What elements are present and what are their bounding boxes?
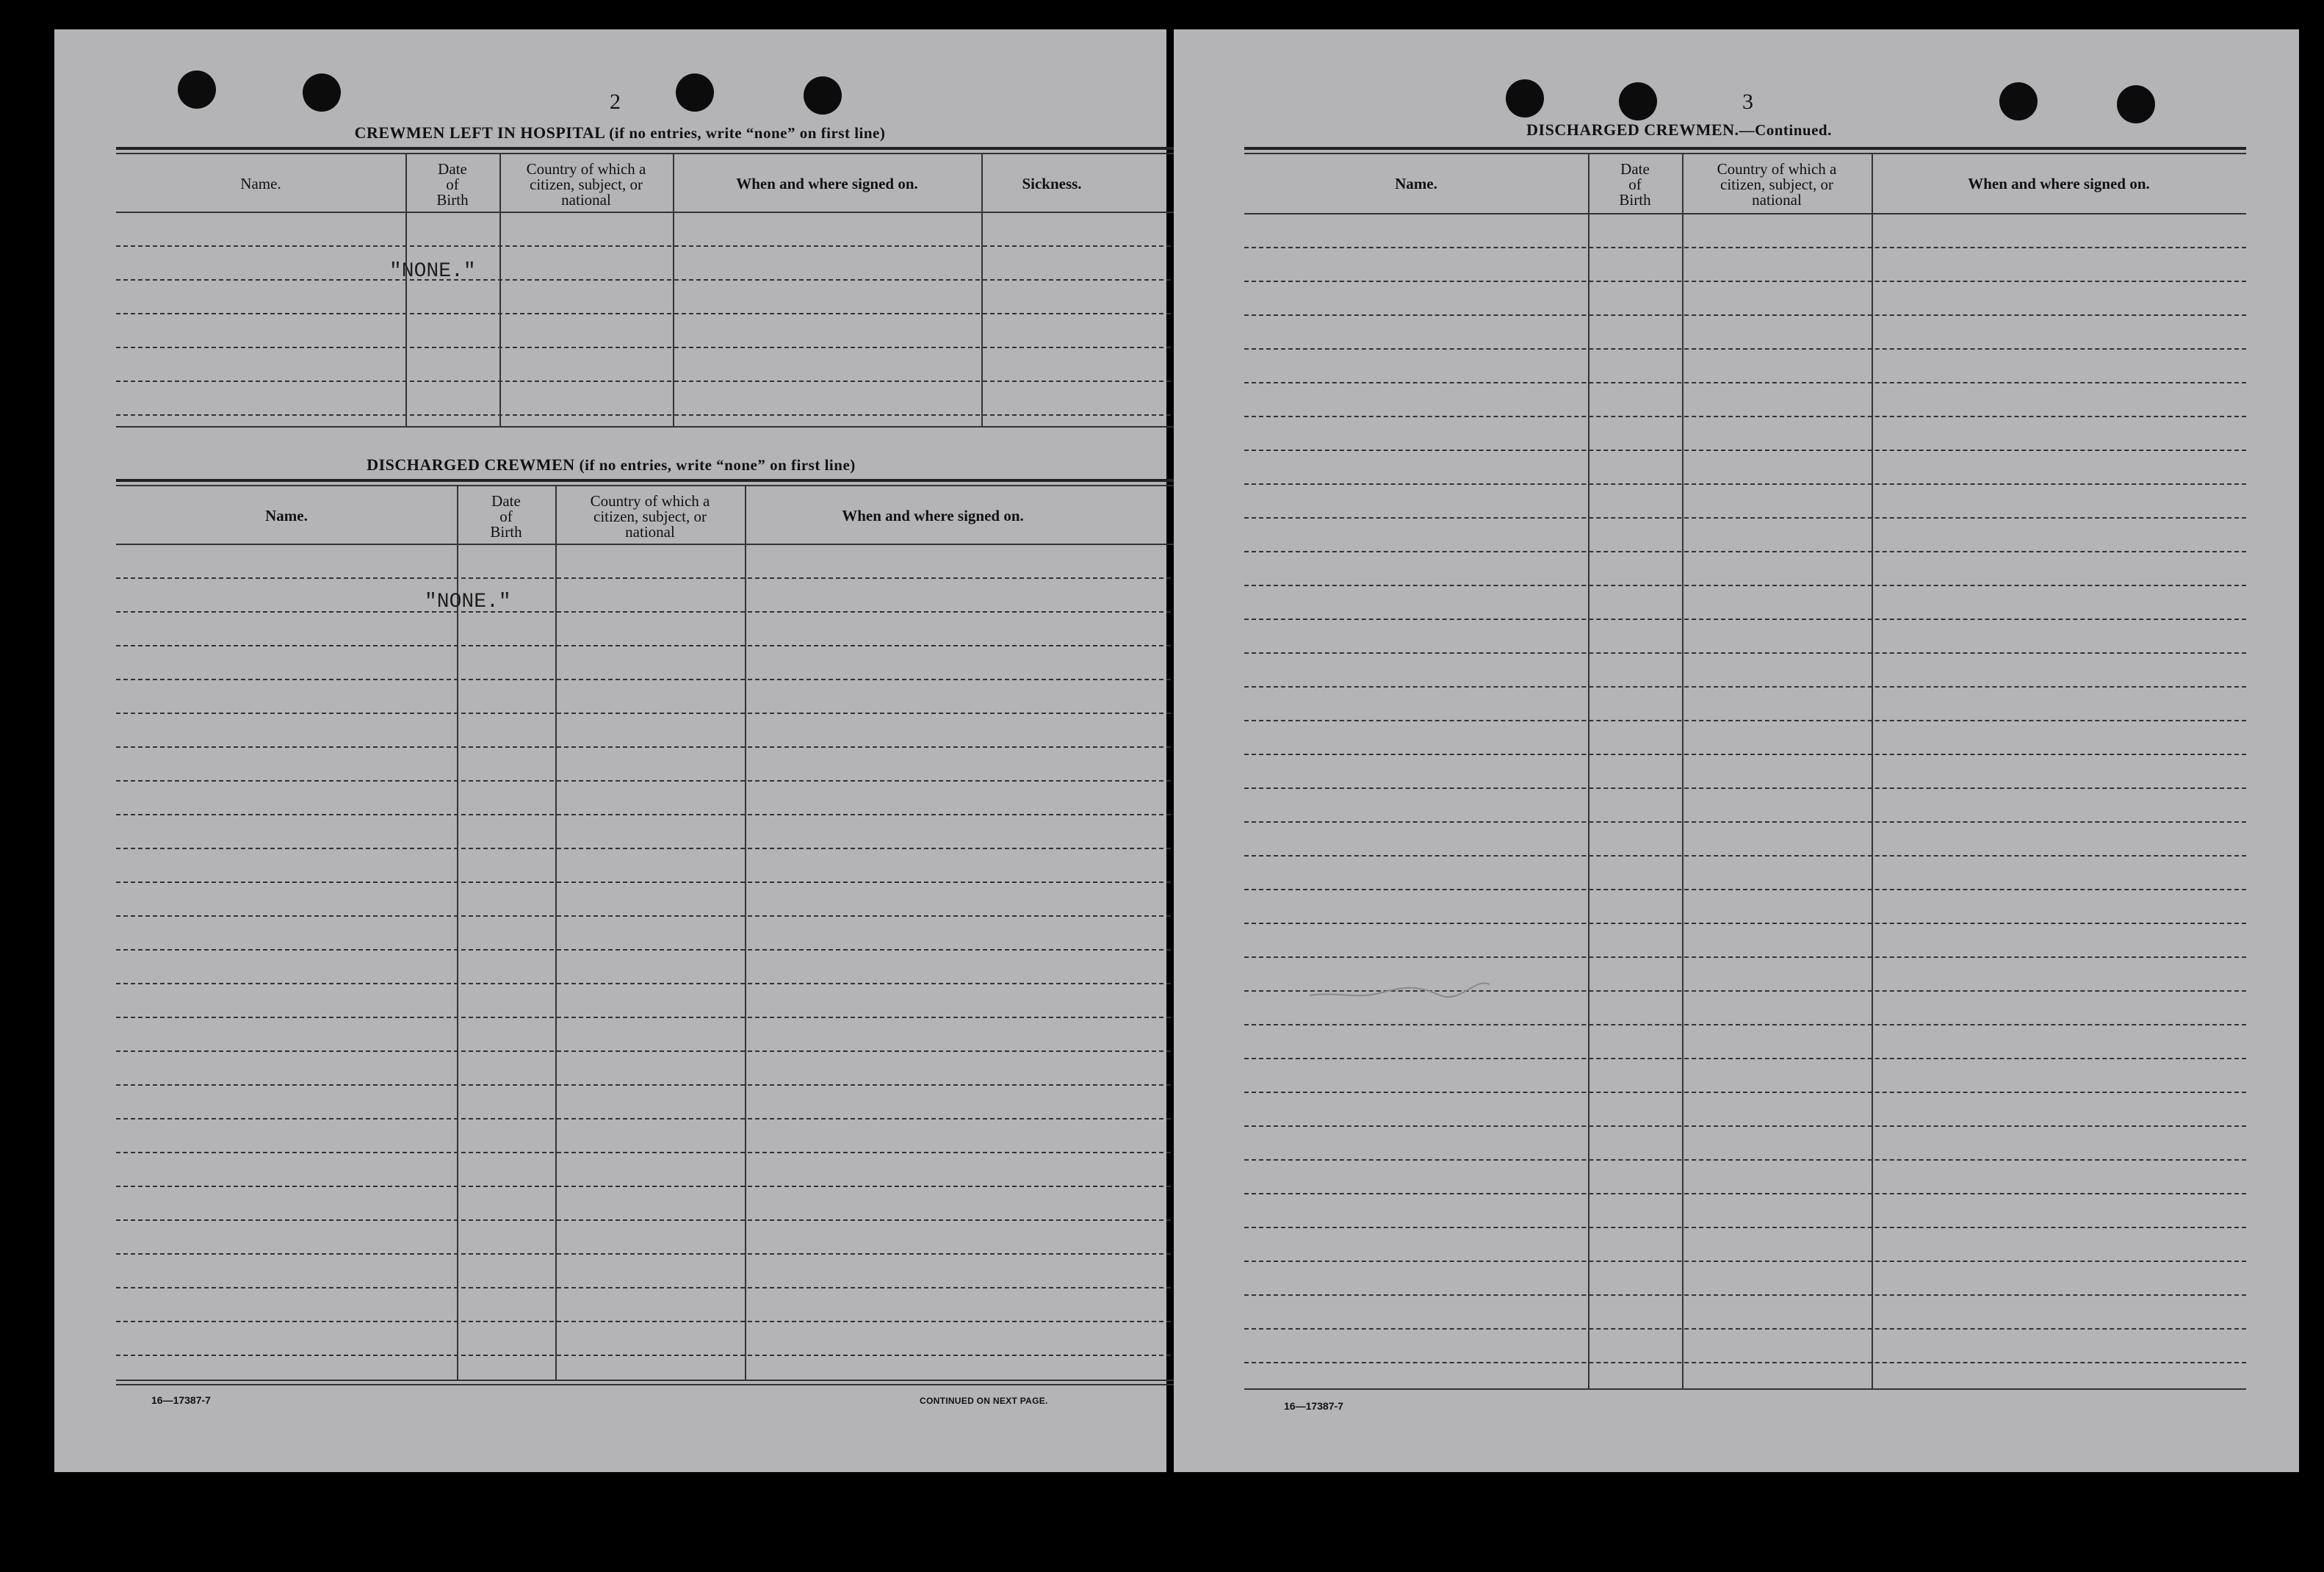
- rule: [116, 1384, 1178, 1385]
- table-row-line: [116, 1084, 1178, 1086]
- table-row-line: [1244, 416, 2246, 417]
- table-row-line: [1244, 1193, 2246, 1194]
- table-row-line: [116, 1186, 1178, 1187]
- table-row-line: [116, 881, 1178, 883]
- table-row-line: [116, 347, 1178, 348]
- right-page: [1174, 29, 2299, 1472]
- table-row-line: [1244, 551, 2246, 552]
- table-row-line: [116, 279, 1178, 281]
- rule: [1244, 153, 2246, 154]
- table-row-line: [116, 1321, 1178, 1322]
- table-row-line: [116, 313, 1178, 314]
- column-header-country: Country of which a citizen, subject, or national: [526, 160, 646, 209]
- table-row-line: [1244, 483, 2246, 485]
- page-number: 2: [610, 90, 621, 114]
- table-row-line: [1244, 314, 2246, 316]
- punch-hole: [1506, 79, 1544, 118]
- column-header-name: Name.: [1395, 175, 1437, 192]
- rule: [1244, 147, 2246, 150]
- punch-hole: [2117, 85, 2155, 123]
- table-row-line: [116, 1118, 1178, 1119]
- table-row-line: [1244, 1294, 2246, 1296]
- rule: [1244, 1388, 2246, 1390]
- table-row-line: [1244, 1261, 2246, 1262]
- header-rule: [116, 544, 1178, 545]
- table-row-line: [1244, 585, 2246, 586]
- table-row-line: [1244, 619, 2246, 620]
- column-header-name: Name.: [265, 507, 308, 524]
- table-row-line: [116, 611, 1178, 613]
- table-row-line: [116, 1219, 1178, 1221]
- rule: [116, 485, 1178, 486]
- punch-hole: [1999, 82, 2038, 120]
- column-header-signed-on: When and where signed on.: [1968, 175, 2150, 192]
- table-row-line: [1244, 1362, 2246, 1363]
- punch-hole: [676, 73, 714, 112]
- continued-note: CONTINUED ON NEXT PAGE.: [920, 1396, 1048, 1406]
- column-divider: [555, 485, 557, 1380]
- column-header-date-of-birth: Date of Birth: [436, 160, 469, 209]
- table-row-line: [1244, 517, 2246, 519]
- column-header-date-of-birth: Date of Birth: [490, 492, 522, 541]
- table-row-line: [1244, 1092, 2246, 1093]
- table-row-line: [1244, 720, 2246, 721]
- table-row-line: [116, 414, 1178, 416]
- table-row-line: [1244, 1125, 2246, 1127]
- discharged-continued-title: [1174, 120, 2184, 140]
- rule: [116, 153, 1178, 154]
- table-row-line: [1244, 787, 2246, 789]
- table-row-line: [1244, 1159, 2246, 1161]
- column-divider: [673, 153, 674, 426]
- table-row-line: [1244, 1227, 2246, 1228]
- header-rule: [1244, 213, 2246, 214]
- table-row-line: [116, 1017, 1178, 1018]
- table-row-line: [1244, 450, 2246, 451]
- table-row-line: [116, 1152, 1178, 1153]
- column-header-sickness: Sickness.: [1022, 175, 1082, 192]
- form-number: 16—17387-7: [1284, 1400, 1343, 1412]
- table-row-line: [116, 245, 1178, 247]
- table-row-line: [1244, 956, 2246, 958]
- discharged-title-text: DISCHARGED CREWMEN: [367, 455, 575, 474]
- table-row-line: [116, 746, 1178, 748]
- discharged-section-title: [54, 455, 1168, 475]
- table-row-line: [116, 848, 1178, 849]
- column-divider: [1682, 153, 1684, 1388]
- typed-entry-none: "NONE.": [425, 591, 511, 613]
- column-divider: [499, 153, 501, 426]
- table-row-line: [116, 1287, 1178, 1288]
- hospital-title-text: CREWMEN LEFT IN HOSPITAL: [354, 123, 605, 142]
- table-row-line: [116, 814, 1178, 815]
- column-divider: [981, 153, 983, 426]
- column-header-signed-on: When and where signed on.: [842, 507, 1024, 524]
- table-row-line: [116, 381, 1178, 382]
- column-divider: [1872, 153, 1873, 1388]
- table-row-line: [1244, 247, 2246, 248]
- column-header-country: Country of which a citizen, subject, or national: [590, 492, 710, 541]
- table-row-line: [1244, 686, 2246, 688]
- table-row-line: [1244, 348, 2246, 350]
- table-row-line: [116, 1253, 1178, 1255]
- rule: [116, 1380, 1178, 1381]
- rule: [116, 479, 1178, 482]
- table-row-line: [116, 949, 1178, 951]
- table-row-line: [1244, 652, 2246, 654]
- column-header-country: Country of which a citizen, subject, or national: [1717, 160, 1837, 209]
- punch-hole: [804, 76, 842, 115]
- table-row-line: [1244, 281, 2246, 282]
- rule: [116, 147, 1178, 150]
- typed-entry-none: "NONE.": [389, 260, 476, 283]
- hospital-title-note: (if no entries, write “none” on first line): [609, 124, 886, 142]
- hospital-section-title: [54, 123, 1186, 143]
- table-row-line: [1244, 889, 2246, 890]
- column-divider: [1588, 153, 1589, 1388]
- punch-hole: [178, 71, 216, 109]
- discharged-title-note: (if no entries, write “none” on first line): [579, 456, 856, 474]
- column-divider: [457, 485, 458, 1380]
- table-row-line: [1244, 1058, 2246, 1059]
- header-rule: [116, 212, 1178, 213]
- discharged-continued-suffix: —Continued.: [1739, 121, 1832, 139]
- column-header-name: Name.: [240, 175, 281, 192]
- page-number: 3: [1742, 90, 1753, 114]
- punch-hole: [303, 73, 341, 112]
- punch-hole: [1619, 82, 1657, 120]
- column-header-signed-on: When and where signed on.: [736, 175, 918, 192]
- left-page: [54, 29, 1166, 1472]
- table-row-line: [116, 983, 1178, 984]
- column-divider: [405, 153, 407, 426]
- table-row-line: [116, 1355, 1178, 1356]
- table-row-line: [1244, 1328, 2246, 1330]
- table-row-line: [1244, 821, 2246, 823]
- column-header-date-of-birth: Date of Birth: [1619, 160, 1651, 209]
- form-number: 16—17387-7: [151, 1394, 211, 1406]
- table-row-line: [116, 577, 1178, 579]
- faint-handwriting-mark: [1306, 962, 1497, 1014]
- table-row-line: [116, 645, 1178, 646]
- discharged-continued-title-text: DISCHARGED CREWMEN.: [1526, 120, 1739, 139]
- table-row-line: [1244, 923, 2246, 924]
- rule: [116, 426, 1178, 428]
- table-row-line: [1244, 382, 2246, 383]
- table-row-line: [1244, 754, 2246, 755]
- table-row-line: [116, 780, 1178, 782]
- table-row-line: [116, 1050, 1178, 1052]
- table-row-line: [116, 679, 1178, 680]
- table-row-line: [116, 713, 1178, 714]
- column-divider: [745, 485, 746, 1380]
- table-row-line: [1244, 855, 2246, 857]
- table-row-line: [1244, 1024, 2246, 1025]
- table-row-line: [116, 915, 1178, 917]
